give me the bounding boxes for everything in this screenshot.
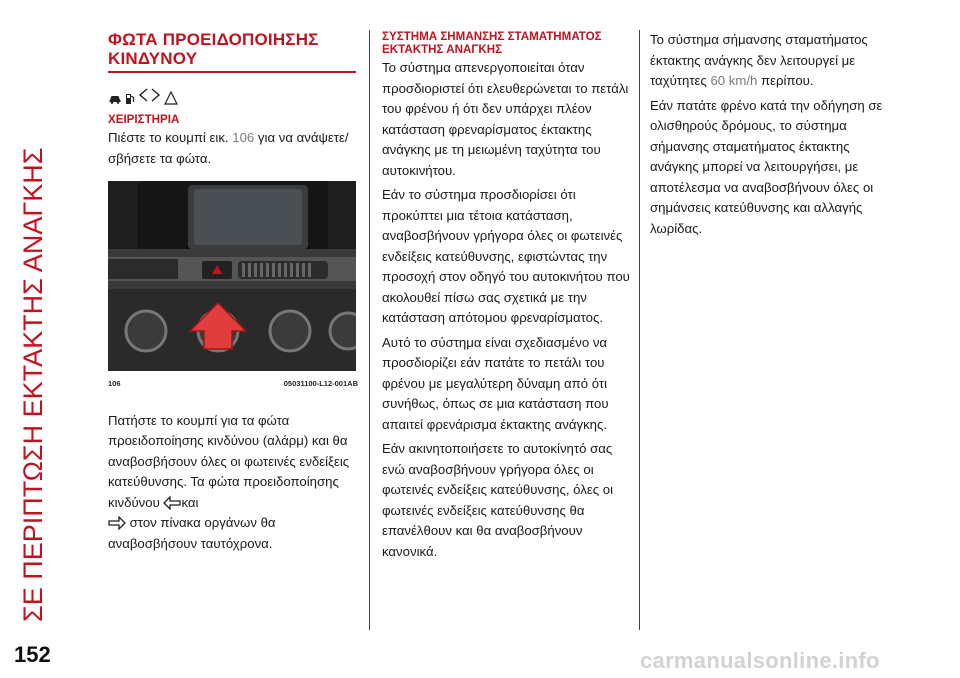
figure-caption bbox=[108, 374, 358, 395]
figure-code: 05031100-L12-001AB bbox=[283, 379, 358, 388]
hazard-instructions-b: στον πίνακα οργάνων θα αναβοσβήσουν ταυτόχρονα. bbox=[108, 515, 276, 551]
side-title-graphic bbox=[6, 10, 66, 630]
ess-speed-note-b: περίπου. bbox=[757, 73, 814, 88]
ess-speed-note-a: Το σύστημα σήμανσης σταματήματος έκτακτης ανάγκης δεν λειτουργεί με ταχύτητες bbox=[650, 32, 868, 88]
ess-paragraph-4: Εάν ακινητοποιήσετε το αυτοκίνητό σας ενώ αναβοσβήνουν γρήγορα όλες οι φωτεινές ενδείξεις κατεύθυνσης, όλες οι φωτεινές ενδείξεις κατεύθυνσης θα επανέλθουν και θα αναβοσβήνουν κανονικά. bbox=[382, 441, 614, 559]
title-rule bbox=[108, 71, 356, 73]
speed-value: 60 km/h bbox=[710, 73, 758, 88]
section-title: ΦΩΤΑ ΠΡΟΕΙΔΟΠΟΙΗΣΗΣ ΚΙΝΔΥΝΟΥ bbox=[108, 30, 319, 68]
ess-slippery-note: Εάν πατάτε φρένο κατά την οδήγηση σε ολισθηρούς δρόμους, το σύστημα σήμανσης σταματήματος έκτακτης ανάγκης μπορεί να λειτουργήσει, με αποτέλεσμα να αναβοσβήνουν όλες οι σημάνσεις κατεύθυνσης και αλλαγής λωρίδας. bbox=[650, 97, 883, 236]
controls-text-b: για να ανάψετε/σβήσετε τα φώτα. bbox=[108, 130, 349, 166]
controls-title: ΧΕΙΡΙΣΤΗΡΙΑ bbox=[108, 113, 180, 126]
figure-reference: 106 bbox=[232, 130, 255, 145]
column-divider-2 bbox=[639, 30, 640, 630]
column-3 bbox=[650, 30, 900, 243]
hazard-switch-photo bbox=[108, 181, 356, 371]
ess-paragraph-3: Αυτό το σύστημα είναι σχεδιασμένο να προσδιορίζει εάν πατάτε το πετάλι του φρένου με μεγαλύτερη δύναμη από ότι συνήθως, όπως σε μια κατάσταση που απαιτεί φρενάρισμα έκτακτης ανάγκης. bbox=[382, 334, 609, 432]
ess-paragraph-1: Το σύστημα απενεργοποιείται όταν προσδιοριστεί ότι ελευθερώνεται το πετάλι του φρένου ή ότι δεν υπάρχει πλέον κατάσταση φρεναρίσματος έκτακτης ανάγκης με τη μειωμένη ταχύτητα του αυτοκινήτου. bbox=[382, 60, 629, 178]
fuel-icon bbox=[125, 91, 135, 105]
column-2 bbox=[382, 30, 632, 566]
page-number: 152 bbox=[14, 642, 51, 667]
controls-text bbox=[108, 128, 358, 169]
car-icon bbox=[108, 91, 122, 105]
ess-paragraph-2: Εάν το σύστημα προσδιορίσει ότι προκύπτει μια τέτοια κατάσταση, αναβοσβήνουν γρήγορα όλες οι φωτεινές ενδείξεις κατεύθυνσης, εφιστώντας την προσοχή στον οδηγό του αυτοκινήτου που ακολουθεί πίσω σας σχετικά με την κατάσταση απότομου φρεναρίσματος. bbox=[382, 187, 630, 325]
hazard-instructions-and: και bbox=[181, 494, 199, 510]
icon-row bbox=[108, 81, 358, 105]
watermark: carmanualsonline.info bbox=[640, 648, 880, 673]
figure-number: 106 bbox=[108, 379, 121, 388]
hazard-icon bbox=[164, 91, 178, 105]
turn-right-icon bbox=[108, 516, 126, 530]
side-title-text: ΣΕ ΠΕΡΙΠΤΩΣΗ ΕΚΤΑΚΤΗΣ ΑΝΑΓΚΗΣ bbox=[18, 147, 48, 622]
arrow-left-icon bbox=[138, 87, 148, 105]
column-1 bbox=[108, 30, 358, 558]
ess-section-title: ΣΥΣΤΗΜΑ ΣΗΜΑΝΣΗΣ ΣΤΑΜΑΤΗΜΑΤΟΣ ΕΚΤΑΚΤΗΣ ΑΝΑΓΚΗΣ bbox=[382, 30, 602, 56]
column-divider-1 bbox=[369, 30, 370, 630]
side-section-title bbox=[6, 10, 66, 630]
controls-text-a: Πιέστε το κουμπί εικ. bbox=[108, 130, 233, 145]
hazard-instructions-a: Πατήστε το κουμπί για τα φώτα προειδοποίησης κινδύνου (αλάρμ) και θα αναβοσβήσουν όλες οι φωτεινές ενδείξεις κατεύθυνσης. Τα φώτα προειδοποίησης κινδύνου bbox=[108, 412, 350, 510]
ess-speed-note bbox=[650, 30, 900, 92]
turn-left-icon bbox=[163, 496, 181, 510]
arrow-right-icon bbox=[151, 87, 161, 105]
hazard-instructions bbox=[108, 411, 358, 555]
